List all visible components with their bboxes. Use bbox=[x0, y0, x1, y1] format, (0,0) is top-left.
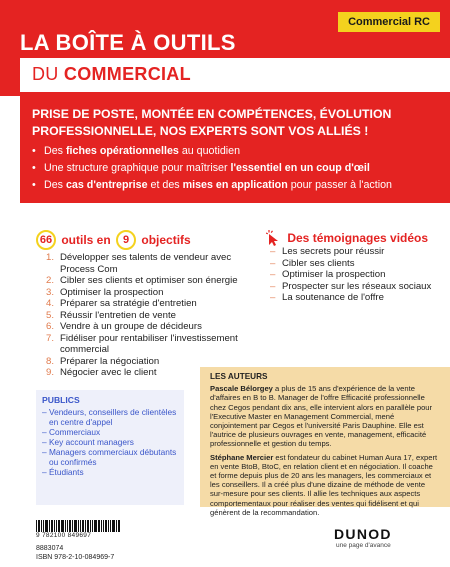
title-bold: COMMERCIAL bbox=[63, 64, 191, 84]
barcode-bar bbox=[74, 520, 77, 532]
barcode-bar bbox=[105, 520, 107, 532]
barcode-bar bbox=[108, 520, 109, 532]
barcode-bar bbox=[110, 520, 111, 532]
publisher-logo: DUNOD bbox=[334, 526, 392, 542]
barcode-bar bbox=[118, 520, 120, 532]
book-title-line2 bbox=[32, 64, 191, 85]
author-bio: Stéphane Mercier est fondateur du cabinet Human Aura 17, expert en vente BtoB, BtoC, en relation client et en négociation. Il coache et forme depuis plus de 20 ans les managers, les commerciaux et les conseillers. Il a créé plus d'une dizaine de méthode de vente sur-mesure pour ses clients. Il allie les techniques aux aspects comportementaux pour réaliser des ventes qui fidélisent et qui génèrent de la recommandation. bbox=[210, 452, 438, 517]
list-item: 8. Préparer la négociation bbox=[46, 355, 160, 367]
list-item: 3. Optimiser la prospection bbox=[46, 286, 164, 298]
objectives-label: objectifs bbox=[141, 233, 191, 247]
testimonials-list bbox=[270, 246, 450, 304]
barcode-bar bbox=[82, 520, 84, 532]
list-item: 9. Négocier avec le client bbox=[46, 367, 157, 378]
authors-box bbox=[200, 367, 450, 517]
book-title-line1: LA BOÎTE À OUTILS bbox=[20, 30, 236, 55]
barcode-bar bbox=[87, 520, 89, 532]
barcode-bar bbox=[43, 520, 44, 532]
authors-title: LES AUTEURS bbox=[210, 372, 268, 381]
barcode-bar bbox=[116, 520, 117, 532]
barcode-bar bbox=[54, 520, 55, 532]
barcode-bar bbox=[78, 520, 79, 532]
publics-title: PUBLICS bbox=[42, 395, 80, 405]
objectives-count-circle: 9 bbox=[116, 230, 136, 250]
list-item: – La soutenance de l'offre bbox=[270, 292, 450, 304]
barcode-bar bbox=[36, 520, 37, 532]
barcode-bar bbox=[69, 520, 71, 532]
barcode-bar bbox=[56, 520, 57, 532]
list-item: – Key account managers bbox=[42, 437, 178, 447]
publisher-tagline: une page d'avance bbox=[336, 542, 391, 549]
barcode-graphic bbox=[36, 520, 124, 532]
list-item: 1. Développer ses talents de vendeur avec Process Com bbox=[46, 252, 232, 275]
banner-bullet: • Des fiches opérationnelles au quotidien bbox=[32, 143, 444, 160]
objectives-heading bbox=[36, 230, 193, 248]
list-item: – Cibler ses clients bbox=[270, 258, 450, 270]
banner-headline: PRISE DE POSTE, MONTÉE EN COMPÉTENCES, ÉVOLUTION PROFESSIONNELLE, NOS EXPERTS SONT VOS ALLIÉS ! bbox=[32, 107, 392, 138]
tools-count-circle: 66 bbox=[36, 230, 56, 250]
list-item: 2. Cibler ses clients et optimiser son énergie bbox=[46, 275, 238, 286]
cursor-click-icon bbox=[266, 230, 280, 246]
barcode-number: 9 782100 849697 bbox=[36, 532, 92, 539]
list-item: – Managers commerciaux débutants ou confirmés bbox=[42, 447, 178, 467]
list-item: 7. Fidéliser pour rentabiliser l'investissement commercial bbox=[46, 332, 238, 355]
barcode-bar bbox=[80, 520, 81, 532]
barcode-bar bbox=[92, 520, 93, 532]
barcode-bar bbox=[90, 520, 91, 532]
barcode-bar bbox=[38, 520, 40, 532]
reference-code: 8883074 bbox=[36, 545, 64, 552]
title-prefix: DU bbox=[32, 64, 64, 84]
author-bio: Pascale Bélorgey a plus de 15 ans d'expérience de la vente d'affaires en B to B. Manager de l'offre Efficacité professionnelle chez Cegos pendant dix ans, elle intervient alors en parallèle pour l'Executive Master en Management Commercial, mené conjointement par Cegos et l'université Paris Dauphine. Elle est l'autrice de plusieurs ouvrages en vente, management, efficacité professionnelle et gestion du temps. bbox=[210, 384, 433, 449]
list-item: – Commerciaux bbox=[42, 427, 178, 437]
testimonials-title: Des témoignages vidéos bbox=[287, 231, 429, 245]
barcode-bar bbox=[85, 520, 86, 532]
barcode-bar bbox=[61, 520, 64, 532]
publics-list bbox=[42, 407, 178, 477]
list-item: – Optimiser la prospection bbox=[270, 269, 450, 281]
reference-block bbox=[36, 544, 114, 562]
barcode-bar bbox=[51, 520, 53, 532]
banner-bullet: • Une structure graphique pour maîtriser l'essentiel en un coup d'œil bbox=[32, 160, 444, 177]
list-item: 4. Préparer sa stratégie d'entretien bbox=[46, 298, 197, 309]
isbn: ISBN 978-2-10-084969-7 bbox=[36, 554, 115, 561]
list-item: – Étudiants bbox=[42, 467, 178, 477]
barcode-bar bbox=[67, 520, 68, 532]
barcode-bar bbox=[72, 520, 73, 532]
list-item: – Prospecter sur les réseaux sociaux bbox=[270, 281, 450, 293]
barcode-bar bbox=[98, 520, 100, 532]
list-item: 5. Réussir l'entretien de vente bbox=[46, 309, 176, 321]
banner-bullets bbox=[32, 143, 444, 194]
barcode-bar bbox=[101, 520, 102, 532]
objectives-list bbox=[46, 252, 246, 379]
barcode-bar bbox=[41, 520, 42, 532]
barcode-bar bbox=[94, 520, 97, 532]
list-item: – Vendeurs, conseillers de clientèles en centre d'appel bbox=[42, 407, 178, 427]
banner-bullet: • Des cas d'entreprise et des mises en application pour passer à l'action bbox=[32, 177, 444, 194]
barcode-bar bbox=[65, 520, 66, 532]
barcode-bar bbox=[58, 520, 60, 532]
tools-label: outils en bbox=[61, 233, 111, 247]
barcode-bar bbox=[112, 520, 115, 532]
barcode-bar bbox=[103, 520, 104, 532]
list-item: – Les secrets pour réussir bbox=[270, 246, 450, 258]
collection-badge: Commercial RC bbox=[338, 12, 440, 32]
list-item: 6. Vendre à un groupe de décideurs bbox=[46, 321, 202, 332]
publics-box bbox=[36, 390, 184, 505]
barcode-bar bbox=[49, 520, 50, 532]
barcode-bar bbox=[45, 520, 48, 532]
